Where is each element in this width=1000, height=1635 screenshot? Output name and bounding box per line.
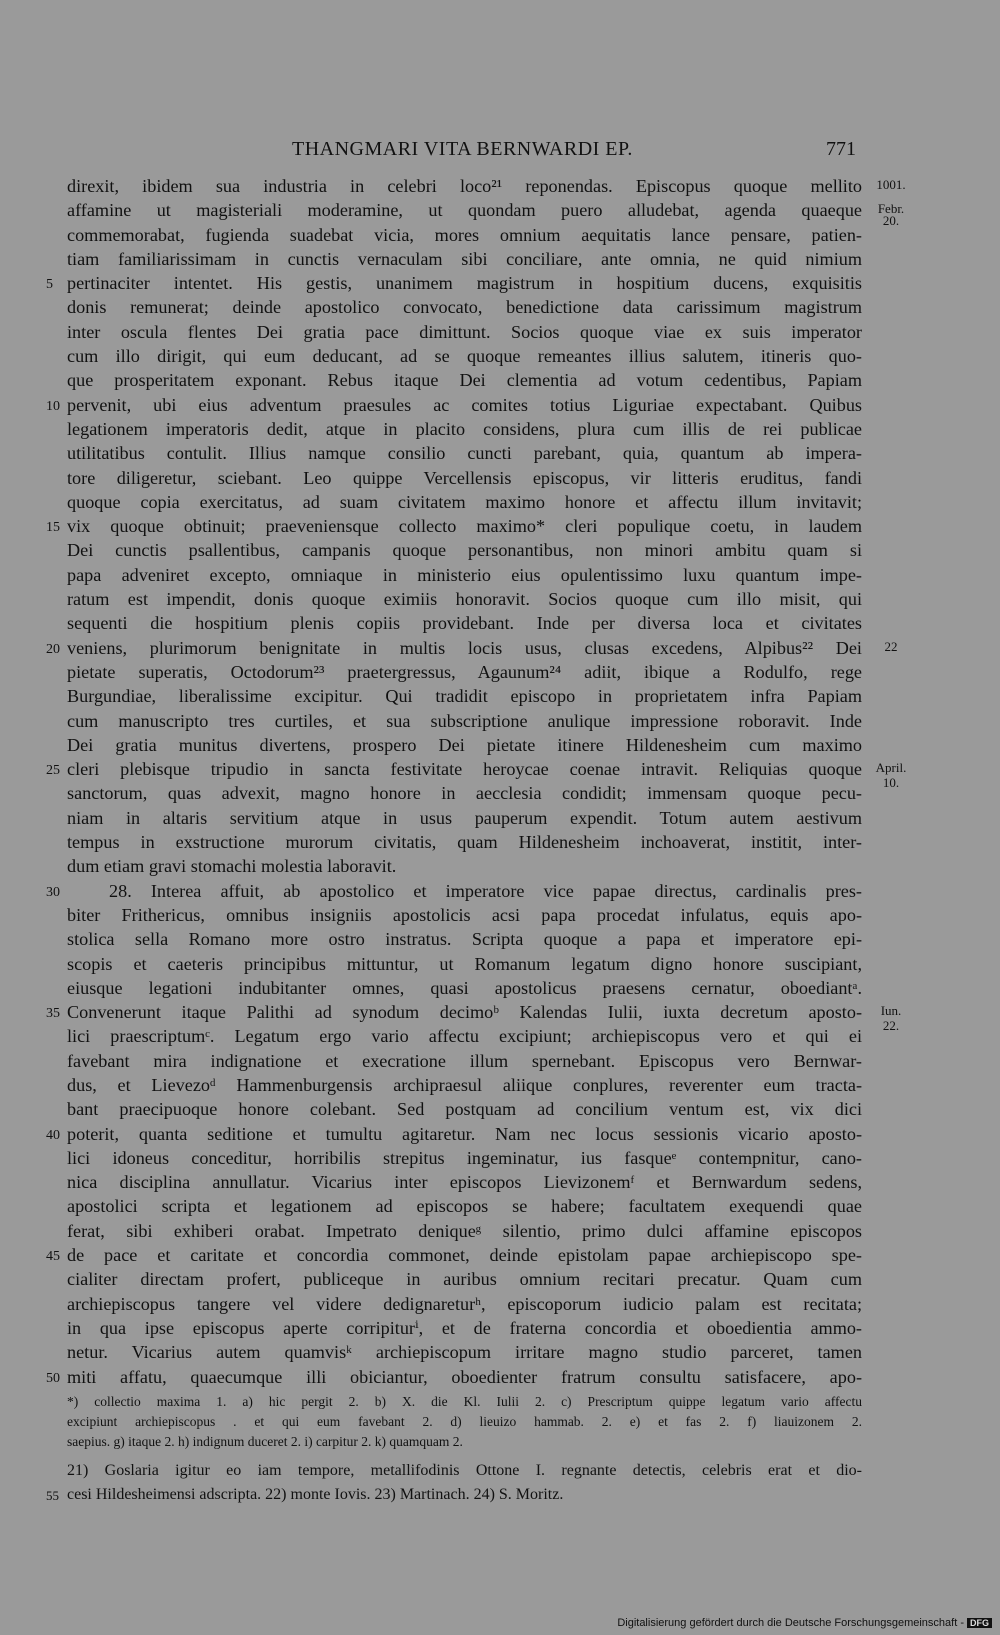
line-text: cleri plebisque tripudio in sancta festivitate heroycae coenae intravit. Reliquias quoque xyxy=(67,759,862,780)
line-number: 25 xyxy=(46,763,60,779)
line-text: 21) Goslaria igitur eo iam tempore, metallifodinis Ottone I. regnante detectis, celebris erat et dio- xyxy=(67,1462,862,1479)
line-text: niam in altaris servitium atque in usus pauperum expendit. Totum autem aestivum xyxy=(67,807,862,828)
line-text: apostolici scripta et legationem ad episcopos se habere; facultatem exequendi quae xyxy=(67,1196,862,1217)
text-line xyxy=(0,1433,1000,1453)
line-text: favebant mira indignatione et execratione illum spernebant. Episcopus vero Bernwar- xyxy=(67,1050,862,1071)
margin-note: Febr. xyxy=(877,201,905,217)
line-text: sanctorum, quas advexit, magno honore in aecclesia condidit; immensam quoque pecu- xyxy=(67,783,862,804)
line-text: bant praecipuoque honore colebant. Sed postquam ad concilium ventum est, vix dici xyxy=(67,1099,862,1120)
line-text: papa adveniret excepto, omniaque in ministerio eius opulentissimo luxu quantum impe- xyxy=(67,564,862,585)
line-text: pervenit, ubi eius adventum praesules ac comites totius Liguriae expectabant. Quibus xyxy=(67,394,862,415)
line-text: Dei gratia munitus divertens, prospero Dei pietate itinere Hildenesheim cum maximo xyxy=(67,734,862,755)
line-number: 35 xyxy=(46,1006,60,1022)
line-text: tore diligeretur, sciebant. Leo quippe Vercellensis episcopus, vir litteris eruditus, fandi xyxy=(67,467,862,488)
text-line xyxy=(0,247,1000,271)
line-text: eiusque legationi indubitanter omnes, quasi apostolicus praesens cernatur, oboediantᵃ. xyxy=(67,977,862,998)
text-line xyxy=(0,733,1000,757)
text-line xyxy=(0,1316,1000,1340)
text-line xyxy=(0,757,1000,781)
line-text: Convenerunt itaque Palithi ad synodum decimoᵇ Kalendas Iulii, iuxta decretum aposto- xyxy=(67,1002,862,1023)
line-text: poterit, quanta seditione et tumultu agitaretur. Nam nec locus sessionis vicario aposto- xyxy=(67,1123,862,1144)
line-text: affamine ut magisteriali moderamine, ut quondam puero alludebat, agenda quaeque xyxy=(67,200,862,221)
line-text: tempus in exstructione murorum civitatis, quam Hildenesheim inchoaverat, institit, inter- xyxy=(67,832,862,853)
footnotes-variants xyxy=(0,1393,1000,1453)
text-line xyxy=(0,368,1000,392)
line-text: que prosperitatem exponant. Rebus itaque Dei clementia ad votum cedentibus, Papiam xyxy=(67,370,862,391)
text-line xyxy=(0,1460,1000,1484)
main-text xyxy=(0,174,1000,1389)
line-text: in qua ipse episcopus aperte corripiturⁱ, et de fraterna concordia et oboedientia ammo- xyxy=(67,1317,862,1338)
text-line xyxy=(0,976,1000,1000)
text-line xyxy=(0,1000,1000,1024)
line-text: inter oscula flentes Dei gratia pace dimittunt. Socios quoque viae ex suis imperator xyxy=(67,321,862,342)
text-line xyxy=(0,1484,1000,1508)
text-line xyxy=(0,344,1000,368)
text-line xyxy=(0,1049,1000,1073)
text-line xyxy=(0,1024,1000,1048)
line-text: archiepiscopus tangere vel videre dedignareturʰ, episcoporum iudicio palam est recitata; xyxy=(67,1293,862,1314)
line-text: cum manuscripto tres curtiles, et sua subscriptione anulique impressione roboravit. Inde xyxy=(67,710,862,731)
text-line xyxy=(0,830,1000,854)
line-text: lici praescriptumᶜ. Legatum ergo vario affectu excipiunt; archiepiscopus vero et qui ei xyxy=(67,1026,862,1047)
line-number: 15 xyxy=(46,520,60,536)
text-line xyxy=(0,1170,1000,1194)
running-title: THANGMARI VITA BERNWARDI EP. xyxy=(292,138,633,160)
text-line xyxy=(0,1365,1000,1389)
text-line xyxy=(0,417,1000,441)
line-number: 40 xyxy=(46,1127,60,1143)
line-text: 28. Interea affuit, ab apostolico et imperatore vice papae directus, cardinalis pres- xyxy=(109,880,862,901)
text-line xyxy=(0,223,1000,247)
line-text: pietate superatis, Octodorum²³ praetergressus, Agaunum²⁴ adiit, ibique a Rodulfo, rege xyxy=(67,661,862,682)
margin-note: 20. xyxy=(882,213,900,229)
text-line xyxy=(0,514,1000,538)
line-number: 5 xyxy=(46,277,53,293)
text-line xyxy=(0,320,1000,344)
text-line xyxy=(0,271,1000,295)
line-text: commemorabat, fugienda suadebat vicia, mores omnium aequitatis lance pensare, patien- xyxy=(67,224,862,245)
text-line xyxy=(0,466,1000,490)
text-line xyxy=(0,1340,1000,1364)
line-text: Dei cunctis psallentibus, campanis quoque personantibus, non minori ambitu quam si xyxy=(67,540,862,561)
line-text: quoque copia exercitatus, ad suam civitatem maximo honore et affectu illum invitavit; xyxy=(67,491,862,512)
digitization-credit xyxy=(617,1617,992,1629)
line-text: direxit, ibidem sua industria in celebri loco²¹ reponendas. Episcopus quoque mellito xyxy=(67,176,862,196)
line-number: 45 xyxy=(46,1249,60,1265)
text-line xyxy=(0,806,1000,830)
line-text: cesi Hildesheimensi adscripta. 22) monte Iovis. 23) Martinach. 24) S. Moritz. xyxy=(67,1486,564,1503)
line-text: sequenti die hospitium plenis copiis providebant. Inde per diversa loca et civitates xyxy=(67,613,862,634)
text-line xyxy=(0,709,1000,733)
line-text: lici idoneus conceditur, horribilis strepitus ingeminatur, ius fasqueᵉ contempnitur, cano- xyxy=(67,1147,862,1168)
margin-note: 22. xyxy=(882,1017,900,1033)
line-number: 50 xyxy=(46,1370,60,1386)
page-header xyxy=(0,138,1000,168)
line-number: 10 xyxy=(46,398,60,414)
line-text: biter Frithericus, omnibus insigniis apostolicis acsi papa procedat infulatus, equis apo- xyxy=(67,904,862,925)
line-number: 55 xyxy=(46,1488,59,1503)
text-line xyxy=(0,684,1000,708)
line-number: 30 xyxy=(46,884,60,900)
text-line xyxy=(0,1073,1000,1097)
text-line xyxy=(0,611,1000,635)
line-text: dus, et Lievezoᵈ Hammenburgensis archipraesul aliique conplures, reverenter eum tracta- xyxy=(67,1074,862,1095)
line-text: ferat, sibi exhiberi orabat. Impetrato deniqueᵍ silentio, primo dulci affamine episcopos xyxy=(67,1220,862,1241)
text-line xyxy=(0,660,1000,684)
line-text: cialiter directam profert, publiceque in auribus omnium recitari precatur. Quam cum xyxy=(67,1269,862,1290)
text-line xyxy=(0,441,1000,465)
margin-note: 10. xyxy=(882,774,900,790)
line-text: excipiunt archiepiscopus . et qui eum favebant 2. d) lieuizo hammab. 2. e) et fas 2. f) liauizonem 2. xyxy=(67,1414,862,1429)
text-line xyxy=(0,393,1000,417)
text-line xyxy=(0,1243,1000,1267)
text-line xyxy=(0,781,1000,805)
text-line xyxy=(0,1146,1000,1170)
text-line xyxy=(0,587,1000,611)
line-text: miti affatu, quaecumque illi obiciantur, oboedienter fratrum consultu satisfacere, apo- xyxy=(67,1366,862,1387)
text-line xyxy=(0,1194,1000,1218)
text-line xyxy=(0,1292,1000,1316)
line-text: ratum est impendit, donis quoque eximiis honoravit. Socios quoque cum illo misit, qui xyxy=(67,589,862,610)
text-line xyxy=(0,952,1000,976)
margin-note: 22 xyxy=(884,638,898,654)
line-text: tiam familiarissimam in cunctis vernaculam sibi conciliare, ante omnia, ne quid nimium xyxy=(67,248,862,269)
line-text: vix quoque obtinuit; praeveniensque collecto maximo* cleri populique coetu, in laudem xyxy=(67,516,862,537)
text-line xyxy=(0,490,1000,514)
text-line xyxy=(0,1097,1000,1121)
line-text: veniens, plurimorum benignitate in multis locis usus, clusas excedens, Alpibus²² Dei xyxy=(67,637,862,658)
line-text: netur. Vicarius autem quamvisᵏ archiepiscopum irritare magno studio parceret, tamen xyxy=(67,1342,862,1363)
text-line xyxy=(0,927,1000,951)
margin-note: 1001. xyxy=(876,177,906,192)
line-text: saepius. g) itaque 2. h) indignum duceret 2. i) carpitur 2. k) quamquam 2. xyxy=(67,1434,463,1449)
line-text: *) collectio maxima 1. a) hic pergit 2. b) X. die Kl. Iulii 2. c) Prescriptum quippe legatum vario affectu xyxy=(67,1394,862,1409)
text-line xyxy=(0,563,1000,587)
line-text: legationem imperatoris dedit, atque in placito considens, plura cum illis de rei publicae xyxy=(67,418,862,439)
margin-note: Iun. xyxy=(880,1003,902,1019)
text-line xyxy=(0,636,1000,660)
line-number: 20 xyxy=(46,641,60,657)
line-text: scopis et caeteris principibus mittuntur, ut Romanum legatum digno honore suscipiant, xyxy=(67,953,862,974)
line-text: de pace et caritate et concordia commonet, deinde epistolam papae archiepiscopo spe- xyxy=(67,1245,862,1266)
page-number: 771 xyxy=(826,138,856,160)
text-line xyxy=(0,538,1000,562)
text-line xyxy=(0,1413,1000,1433)
line-text: stolica sella Romano more ostro instratus. Scripta quoque a papa et imperatore epi- xyxy=(67,929,862,950)
text-line xyxy=(0,174,1000,198)
text-line xyxy=(0,198,1000,222)
line-text: Burgundiae, liberalissime excipitur. Qui tradidit episcopo in proprietatem infra Papiam xyxy=(67,686,862,707)
footnotes-commentary xyxy=(0,1460,1000,1508)
dfg-logo: DFG xyxy=(967,1618,992,1628)
text-line xyxy=(0,1267,1000,1291)
text-line xyxy=(0,854,1000,878)
margin-note: April. xyxy=(875,760,907,776)
text-line xyxy=(0,903,1000,927)
text-line xyxy=(0,1122,1000,1146)
line-text: utilitatibus contulit. Illius namque consilio cuncti parebant, quia, quantum ab impera- xyxy=(67,443,862,464)
text-line xyxy=(0,1393,1000,1413)
line-text: pertinaciter intentet. His gestis, unanimem magistrum in hospitium ducens, exquisitis xyxy=(67,273,862,294)
line-text: cum illo dirigit, qui eum deducant, ad se quoque remeantes illius salutem, itineris quo- xyxy=(67,346,862,367)
line-text: nica disciplina annullatur. Vicarius inter episcopos Lievizonemᶠ et Bernwardum sedens, xyxy=(67,1172,862,1193)
text-line xyxy=(0,295,1000,319)
credit-text: Digitalisierung gefördert durch die Deutsche Forschungsgemeinschaft - xyxy=(617,1617,964,1629)
line-text: donis remunerat; deinde apostolico convocato, benedictione data carissimum magistrum xyxy=(67,297,862,318)
line-text: dum etiam gravi stomachi molestia laboravit. xyxy=(67,856,397,877)
text-line xyxy=(0,879,1000,903)
text-line xyxy=(0,1219,1000,1243)
